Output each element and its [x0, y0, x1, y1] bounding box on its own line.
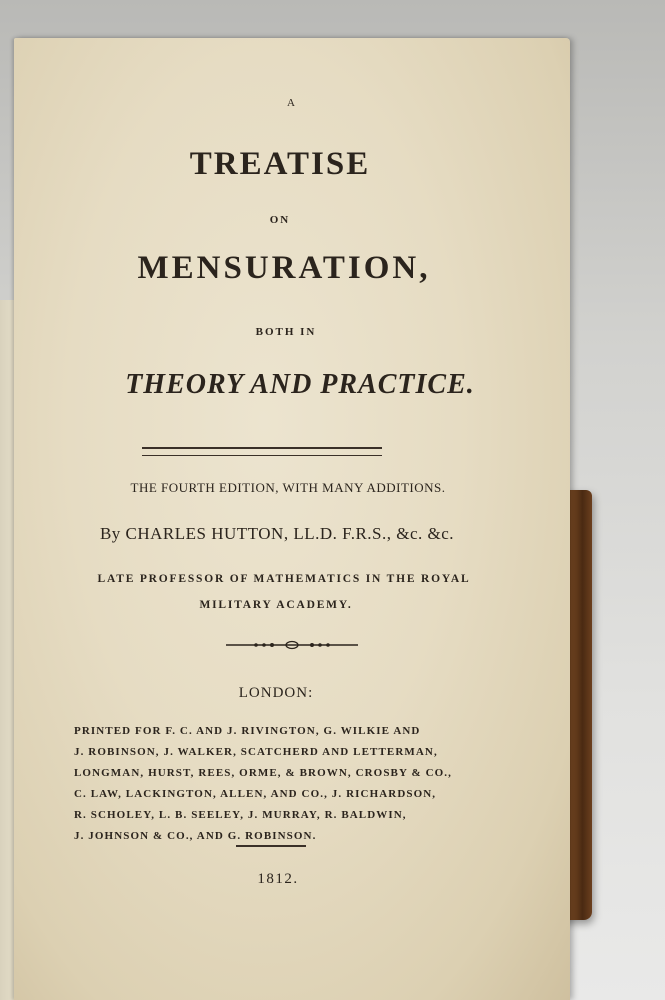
title-article: A [287, 97, 297, 109]
imprint-line: PRINTED FOR F. C. AND J. RIVINGTON, G. WILKIE AND [74, 725, 421, 737]
title-mensuration: MENSURATION, [137, 250, 431, 286]
ornament-divider [14, 640, 570, 650]
place-line: LONDON: [238, 685, 314, 701]
double-rule-divider [142, 447, 382, 456]
imprint-line: R. SCHOLEY, L. B. SEELEY, J. MURRAY, R. BALDWIN, [74, 809, 407, 821]
imprint-line: J. ROBINSON, J. WALKER, SCATCHERD AND LETTERMAN, [74, 746, 438, 758]
imprint-line: LONGMAN, HURST, REES, ORME, & BROWN, CROSBY & CO., [74, 767, 452, 779]
publication-year: 1812. [257, 871, 299, 887]
title-on: ON [269, 214, 291, 226]
imprint-block [74, 721, 484, 847]
title-page [14, 38, 570, 1000]
author-position-line-2: MILITARY ACADEMY. [199, 599, 353, 611]
author-line: By CHARLES HUTTON, LL.D. F.R.S., &c. &c. [99, 524, 455, 543]
title-both-in: BOTH IN [255, 326, 317, 338]
title-treatise: TREATISE [189, 146, 371, 182]
imprint-line: C. LAW, LACKINGTON, ALLEN, AND CO., J. RICHARDSON, [74, 788, 437, 800]
short-rule-divider [236, 845, 306, 847]
title-theory-practice: THEORY AND PRACTICE. [125, 369, 475, 400]
author-position-line-1: LATE PROFESSOR OF MATHEMATICS IN THE ROYAL [97, 573, 471, 585]
imprint-line: J. JOHNSON & CO., AND G. ROBINSON. [74, 830, 317, 842]
edition-line: THE FOURTH EDITION, WITH MANY ADDITIONS. [130, 480, 446, 495]
